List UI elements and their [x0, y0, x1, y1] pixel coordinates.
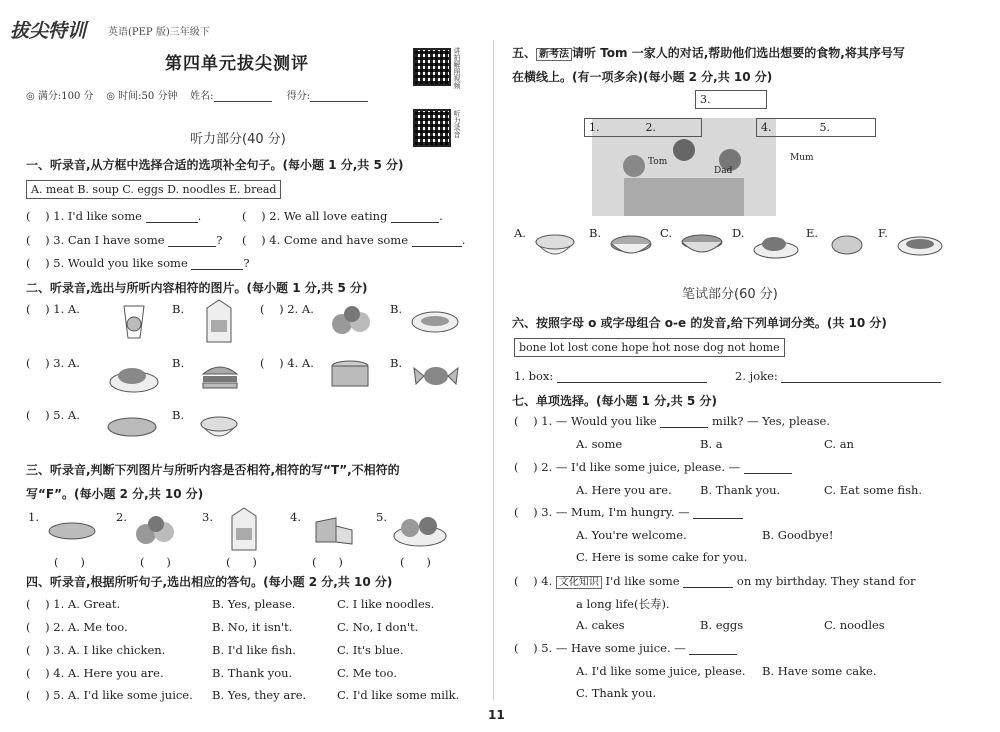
question: ( ) 1. — Would you like milk? — Yes, please.: [514, 414, 830, 428]
answer-paren[interactable]: ( ): [400, 555, 431, 569]
choice-row: ( ) 2. A. Me too.: [26, 620, 128, 634]
points-label: 得分:: [286, 91, 311, 102]
question: ( ) 2. We all love eating .: [242, 209, 443, 223]
question: ( ) 3. — Mum, I'm hungry. —: [514, 505, 743, 519]
question: ( ) 2. — I'd like some juice, please. —: [514, 460, 792, 474]
rice-bowl-icon: [197, 410, 241, 444]
section6-header: 六、按照字母 o 或字母组合 o-e 的发音,给下列单词分类。(共 10 分): [512, 316, 887, 330]
score-label: ◎ 满分:100 分: [26, 91, 94, 102]
qr-label: 讲拍解照视频: [453, 47, 461, 89]
choice-c: C. No, I don't.: [337, 620, 419, 634]
choice-c: C. I'd like some milk.: [337, 688, 460, 702]
question: ( ) 3. Can I have some ?: [26, 233, 223, 247]
brand-logo: 拔尖特训: [10, 20, 87, 42]
milk-carton-icon: [228, 506, 260, 552]
choice-b: B. Yes, they are.: [212, 688, 307, 702]
question: ( ) 2. A.: [260, 302, 314, 316]
choice-c: C. It's blue.: [337, 643, 404, 657]
question: ( ) 3. A.: [26, 356, 80, 370]
person-label-dad: Dad: [714, 166, 733, 176]
milk-carton-icon: [203, 298, 235, 344]
choice-row: ( ) 5. A. I'd like some juice.: [26, 688, 193, 702]
option: A. I'd like some juice, please.: [576, 664, 746, 678]
choice-b: B. Thank you.: [212, 666, 293, 680]
points-field[interactable]: [310, 91, 368, 102]
question: ( ) 4. A.: [260, 356, 314, 370]
option-label: E.: [806, 226, 819, 240]
item-number: 4.: [290, 510, 301, 524]
answer-slot-4-5[interactable]: 4. 5.: [756, 118, 876, 137]
noodle-bowl-icon: [678, 230, 726, 260]
fish-plate-icon: [410, 308, 460, 334]
bread-icon: [106, 414, 158, 440]
answer-slot-1-2[interactable]: 1. 2.: [584, 118, 702, 137]
meat-plate-icon: [752, 230, 800, 260]
option-label: A.: [514, 226, 526, 240]
fruit-icon: [328, 302, 376, 338]
cake-icon: [306, 514, 356, 548]
option: B. Have some cake.: [762, 664, 877, 678]
section3-header-cont: 写“F”。(每小题 2 分,共 10 分): [26, 487, 204, 501]
option-b: B.: [172, 408, 185, 422]
section2-header: 二、听录音,选出与所听内容相符的图片。(每小题 1 分,共 5 分): [26, 281, 368, 295]
section5-header-cont: 在横线上。(有一项多余)(每小题 2 分,共 10 分): [512, 70, 773, 84]
fish-plate-icon: [896, 232, 944, 258]
candy-icon: [412, 360, 460, 392]
soup-bowl-icon: [608, 232, 654, 260]
option: C. Thank you.: [576, 686, 657, 700]
question: ( ) 4. Come and have some .: [242, 233, 466, 247]
sort-box-line: 1. box:: [514, 369, 707, 383]
question: ( ) 1. I'd like some .: [26, 209, 202, 223]
choice-c: C. Me too.: [337, 666, 397, 680]
option: A. cakes: [576, 618, 625, 632]
choice-b: B. Yes, please.: [212, 597, 296, 611]
name-label: 姓名:: [190, 91, 214, 102]
meat-plate-icon: [108, 358, 160, 394]
option: B. Goodbye!: [762, 528, 834, 542]
question: ( ) 4. 文化知识 I'd like some on my birthday. They stand for: [514, 574, 916, 588]
new-type-tag: 新考法: [536, 48, 572, 61]
item-number: 3.: [202, 510, 213, 524]
question-cont: a long life(长寿).: [576, 597, 670, 611]
question: ( ) 1. A.: [26, 302, 80, 316]
section3-header: 三、听录音,判断下列图片与所听内容是否相符,相符的写“T”,不相符的: [26, 463, 400, 477]
egg-icon: [830, 234, 864, 256]
section7-header: 七、单项选择。(每小题 1 分,共 5 分): [512, 394, 717, 408]
section1-header: 一、听录音,从方框中选择合适的选项补全句子。(每小题 1 分,共 5 分): [26, 158, 404, 172]
column-divider: [493, 40, 494, 700]
rice-bowl-icon: [532, 228, 578, 260]
question: ( ) 5. — Have some juice. —: [514, 641, 737, 655]
choice-row: ( ) 1. A. Great.: [26, 597, 121, 611]
option: B. a: [700, 437, 723, 451]
page-title: 第四单元拔尖测评: [165, 54, 309, 74]
choice-row: ( ) 4. A. Here you are.: [26, 666, 164, 680]
qr-code-icon[interactable]: [413, 109, 451, 147]
person-label-tom: Tom: [648, 157, 668, 167]
name-field[interactable]: [214, 91, 272, 102]
option: A. some: [576, 437, 623, 451]
option-label: F.: [878, 226, 888, 240]
cake-icon: [328, 358, 372, 394]
option-b: B.: [172, 356, 185, 370]
choice-row: ( ) 3. A. I like chicken.: [26, 643, 166, 657]
word-box: bone lot lost cone hope hot nose dog not home: [514, 338, 785, 357]
option-b: B.: [172, 302, 185, 316]
option: C. noodles: [824, 618, 885, 632]
time-label: ◎ 时间:50 分钟: [106, 91, 178, 102]
answer-paren[interactable]: ( ): [54, 555, 85, 569]
culture-tag: 文化知识: [556, 576, 602, 589]
word-box: A. meat B. soup C. eggs D. noodles E. bread: [26, 180, 281, 199]
choice-c: C. I like noodles.: [337, 597, 435, 611]
option: A. Here you are.: [576, 483, 672, 497]
option: B. eggs: [700, 618, 744, 632]
page-number: 11: [488, 708, 505, 722]
book-title: 英语(PEP 版)三年级下: [108, 27, 210, 38]
writing-heading: 笔试部分(60 分): [682, 287, 778, 302]
option: C. Here is some cake for you.: [576, 550, 748, 564]
option-label: C.: [660, 226, 673, 240]
burger-icon: [197, 360, 243, 392]
juice-glass-icon: [116, 300, 152, 344]
item-number: 5.: [376, 510, 387, 524]
item-number: 2.: [116, 510, 127, 524]
option: B. Thank you.: [700, 483, 781, 497]
item-number: 1.: [28, 510, 39, 524]
person-label-mum: Mum: [790, 153, 814, 163]
answer-slot-3[interactable]: 3.: [695, 90, 767, 109]
question: ( ) 5. A.: [26, 408, 80, 422]
bread-icon: [47, 520, 97, 542]
option: C. Eat some fish.: [824, 483, 923, 497]
option-label: B.: [589, 226, 602, 240]
fruit-plate-icon: [392, 508, 448, 548]
section4-header: 四、听录音,根据所听句子,选出相应的答句。(每小题 2 分,共 10 分): [26, 575, 393, 589]
option-b: B.: [390, 302, 403, 316]
listening-heading: 听力部分(40 分): [190, 132, 286, 147]
answer-paren[interactable]: ( ): [226, 555, 257, 569]
choice-b: B. No, it isn't.: [212, 620, 293, 634]
option-label: D.: [732, 226, 745, 240]
answer-paren[interactable]: ( ): [140, 555, 171, 569]
section5-header: 五、 新考法 请听 Tom 一家人的对话,帮助他们选出想要的食物,将其序号写: [512, 46, 905, 60]
qr-label: 听力录音: [453, 110, 461, 138]
choice-b: B. I'd like fish.: [212, 643, 296, 657]
fruit-icon: [132, 512, 180, 548]
option: C. an: [824, 437, 854, 451]
answer-paren[interactable]: ( ): [312, 555, 343, 569]
sort-joke-line: 2. joke:: [735, 369, 941, 383]
option-b: B.: [390, 356, 403, 370]
question: ( ) 5. Would you like some ?: [26, 256, 250, 270]
qr-code-icon[interactable]: [413, 48, 451, 86]
option: A. You're welcome.: [576, 528, 687, 542]
meta-line: [26, 87, 380, 102]
